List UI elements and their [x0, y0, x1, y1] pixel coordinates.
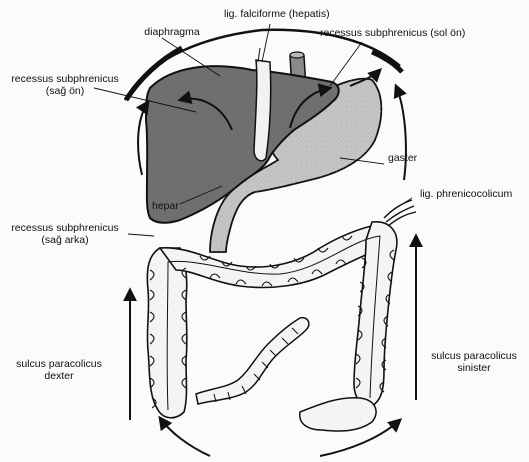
label-sulcus-dexter-line2: dexter: [44, 370, 74, 382]
falciform-ligament: [254, 60, 271, 161]
label-recessus-sol-on: recessus subphrenicus (sol ön): [320, 27, 466, 39]
label-recessus-sag-arka-line2: (sağ arka): [41, 234, 89, 246]
label-gaster: gaster: [388, 152, 418, 164]
colon: [147, 222, 397, 431]
label-lig-falciforme: lig. falciforme (hepatis): [224, 8, 330, 20]
label-sulcus-paracolicus-sinister: [424, 350, 524, 374]
label-recessus-sag-on-line2: (sağ ön): [45, 85, 85, 97]
label-recessus-sag-on-line1: recessus subphrenicus: [11, 73, 119, 85]
arrow-bottom-left: [160, 418, 210, 456]
label-recessus-sag-on: [2, 73, 128, 97]
label-hepar: hepar: [152, 200, 179, 212]
label-sulcus-dexter-line1: sulcus paracolicus: [16, 358, 102, 370]
label-recessus-sag-arka: [2, 222, 128, 246]
small-intestine: [196, 318, 309, 404]
label-diaphragma: diaphragma: [144, 26, 200, 38]
label-lig-phrenicocolicum: lig. phrenicocolicum: [420, 188, 513, 200]
label-sulcus-paracolicus-dexter: [6, 358, 112, 382]
label-sulcus-sinister-line2: sinister: [457, 362, 491, 374]
phrenicocolic-ligament: [384, 200, 416, 226]
label-recessus-sag-arka-line1: recessus subphrenicus: [11, 222, 119, 234]
label-sulcus-sinister-line1: sulcus paracolicus: [431, 350, 517, 362]
arrow-left-anterior: [396, 86, 406, 180]
